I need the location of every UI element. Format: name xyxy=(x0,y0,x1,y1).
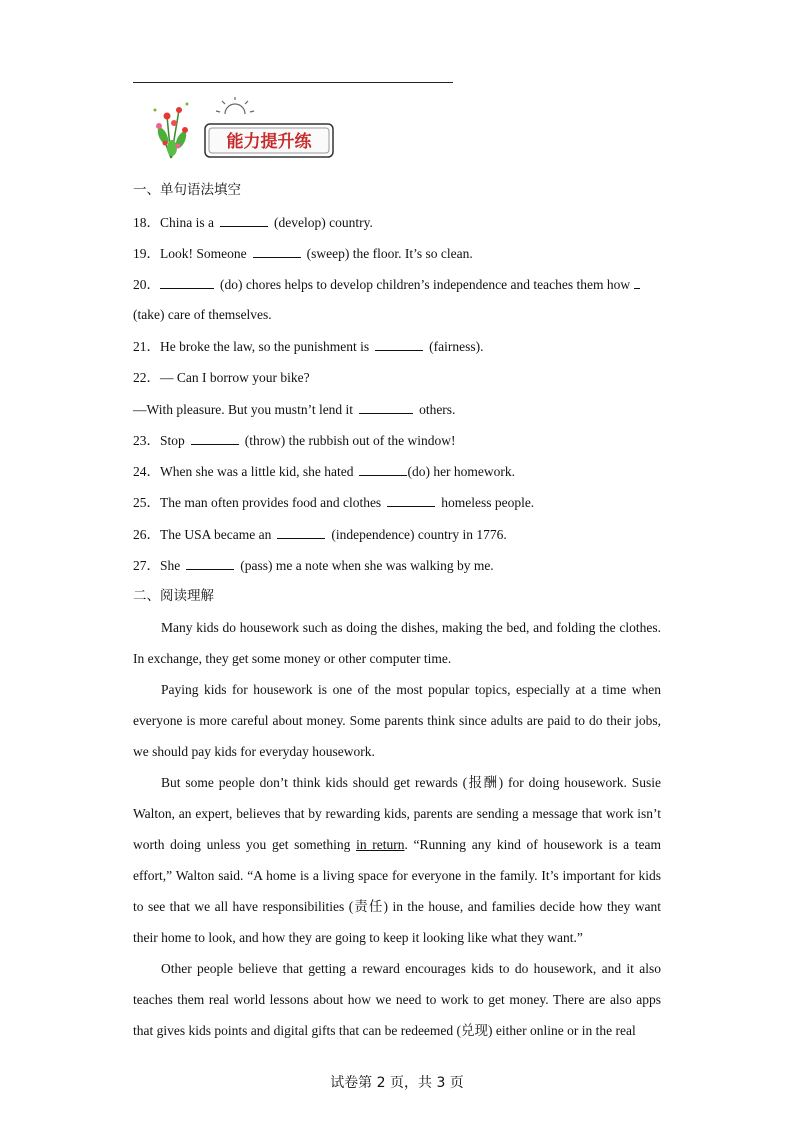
question-20-continued: (take) care of themselves. xyxy=(133,307,272,322)
question-21: 21．He broke the law, so the punishment is (fairness). xyxy=(133,339,484,354)
banner-graphic xyxy=(145,96,335,162)
answer-blank[interactable] xyxy=(359,462,407,476)
section-heading-reading: 二、阅读理解 xyxy=(133,588,214,604)
answer-blank[interactable] xyxy=(359,400,413,414)
question-24: 24．When she was a little kid, she hated (do) her homework. xyxy=(133,464,516,479)
top-rule xyxy=(133,82,453,83)
passage-paragraph-4: Other people believe that getting a reward encourages kids to do housework, and it also teaches them real world lessons about how we need to work to get money. There are also apps that gives kids points and digital gifts that can be redeemed (兑现) either online or in the real xyxy=(133,961,661,1038)
answer-blank[interactable] xyxy=(253,244,301,258)
answer-blank[interactable] xyxy=(220,213,268,227)
answer-blank-tail[interactable] xyxy=(634,276,640,289)
section-heading-grammar: 一、单句语法填空 xyxy=(133,182,241,198)
question-23: 23．Stop (throw) the rubbish out of the window! xyxy=(133,433,456,448)
answer-blank[interactable] xyxy=(375,337,423,351)
underlined-phrase: in return xyxy=(356,837,405,852)
question-25: 25．The man often provides food and clothes homeless people. xyxy=(133,495,535,510)
sun-icon xyxy=(216,97,254,114)
question-19: 19．Look! Someone (sweep) the floor. It’s so clean. xyxy=(133,246,473,261)
answer-blank[interactable] xyxy=(387,493,435,507)
passage xyxy=(133,612,661,1046)
banner-title: 能力提升练 xyxy=(226,132,312,152)
answer-blank[interactable] xyxy=(191,431,239,445)
page-footer: 试卷第 2 页，共 3 页 xyxy=(330,1075,464,1091)
answer-blank[interactable] xyxy=(186,556,234,570)
flower-icon xyxy=(154,103,189,159)
answer-blank[interactable] xyxy=(160,275,214,289)
passage-paragraph-3: But some people don’t think kids should get rewards (报酬) for doing housework. Susie Walton, an expert, believes that by rewarding kids, parents are sending a message that work isn’t worth doing unless you get something in return. “Running any kind of housework is a team effort,” Walton said. “A home is a living space for everyone in the family. It’s important for kids to see that we all have responsibilities (责任) in the house, and families decide how they want their home to look, and how they are going to keep it looking like what they want.” xyxy=(133,775,661,945)
question-22: 22．— Can I borrow your bike? xyxy=(133,370,310,385)
question-26: 26．The USA became an (independence) country in 1776. xyxy=(133,527,507,542)
question-22-reply: —With pleasure. But you mustn’t lend it others. xyxy=(133,402,456,417)
answer-blank[interactable] xyxy=(277,525,325,539)
question-18: 18．China is a (develop) country. xyxy=(133,215,373,230)
question-20: 20． (do) chores helps to develop children’s independence and teaches them how xyxy=(133,275,640,294)
passage-paragraph-2: Paying kids for housework is one of the most popular topics, especially at a time when everyone is more careful about money. Some parents think since adults are paid to do their jobs, we should pay kids for everyday housework. xyxy=(133,682,661,759)
passage-paragraph-1: Many kids do housework such as doing the dishes, making the bed, and folding the clothes. In exchange, they get some money or other computer time. xyxy=(133,620,661,666)
question-27: 27．She (pass) me a note when she was walking by me. xyxy=(133,558,494,573)
